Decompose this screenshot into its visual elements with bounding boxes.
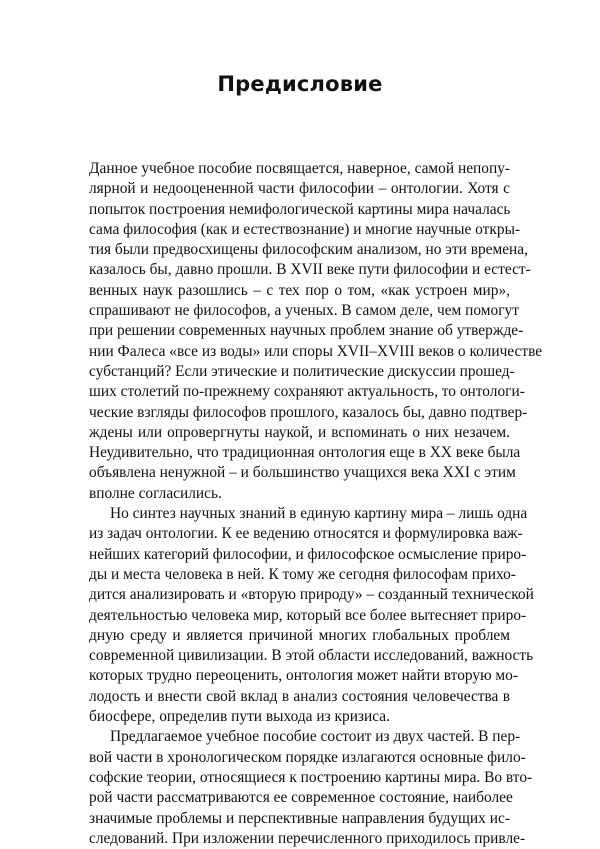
text-line: вполне согласились.	[89, 484, 222, 502]
text-line: вой части в хронологическом порядке излагаются основные фило-	[89, 748, 526, 766]
text-line: казалось бы, давно прошли. В XVII веке пути философии и естест-	[89, 261, 531, 279]
text-line: деятельностью человека мир, который все более вытесняет приро-	[89, 606, 527, 624]
text-line: попыток построения немифологической картины мира началась	[89, 200, 511, 218]
text-line: ждены или опровергнуты наукой, и вспоминать о них незачем.	[89, 423, 510, 441]
text-line: нейших категорий философии, и философское осмысление приро-	[89, 545, 527, 563]
text-line: из задач онтологии. К ее ведению относятся и формулировка важ-	[89, 525, 523, 543]
text-line: ческие взгляды философов прошлого, казалось бы, давно подтвер-	[89, 403, 528, 421]
text-line: лярной и недооцененной части философии – онтологии. Хотя с	[89, 180, 510, 198]
text-line: значимые проблемы и перспективные направления будущих ис-	[89, 809, 510, 827]
text-line: Но синтез научных знаний в единую картину мира – лишь одна	[110, 505, 528, 523]
text-line: следований. При изложении перечисленного приходилось привле-	[89, 829, 526, 847]
paragraph	[89, 504, 534, 727]
text-line: Предлагаемое учебное пособие состоит из двух частей. В пер-	[110, 728, 521, 746]
text-line: объявлена ненужной – и большинство учащихся века XXI с этим	[89, 464, 516, 482]
text-line: тия были предвосхищены философским анализом, но эти времена,	[89, 241, 528, 259]
text-line: ших столетий по-прежнему сохраняют актуальность, то онтологи-	[89, 383, 525, 401]
text-line: софские теории, относящиеся к построению картины мира. Во вто-	[89, 768, 533, 786]
text-line: венных наук разошлись – с тех пор о том, «как устроен мир»,	[89, 281, 510, 299]
text-line: при решении современных научных проблем знание об утвержде-	[89, 322, 524, 340]
text-line: дится анализировать и «вторую природу» – созданный технической	[89, 586, 534, 604]
text-line: субстанций? Если этические и политические дискуссии прошед-	[89, 362, 515, 380]
text-line: рой части рассматриваются ее современное состояние, наиболее	[89, 789, 513, 807]
page-title: Предисловие	[217, 72, 383, 96]
text-line: которых трудно переоценить, онтология может найти вторую мо-	[89, 667, 518, 685]
paragraph	[89, 159, 543, 504]
text-line: нии Фалеса «все из воды» или споры XVII–XVIII веков о количестве	[89, 342, 543, 360]
text-line: биосфере, определив пути выхода из кризиса.	[89, 708, 390, 726]
text-line: спрашивают не философов, а ученых. В самом деле, чем помогут	[89, 302, 519, 320]
text-line: ды и места человека в ней. К тому же сегодня философам прихо-	[89, 565, 516, 583]
text-line: лодость и внести свой вклад в анализ состояния человечества в	[89, 687, 510, 705]
text-line: Неудивительно, что традиционная онтология еще в XX веке была	[89, 444, 521, 462]
text-line: современной цивилизации. В этой области исследований, важность	[89, 647, 534, 665]
text-line: дную среду и является причиной многих глобальных проблем	[89, 626, 510, 644]
paragraph	[89, 727, 533, 849]
text-line: Данное учебное пособие посвящается, наверное, самой непопу-	[89, 160, 511, 177]
preface-text	[89, 159, 543, 849]
text-line: сама философия (как и естествознание) и многие научные откры-	[89, 220, 521, 238]
